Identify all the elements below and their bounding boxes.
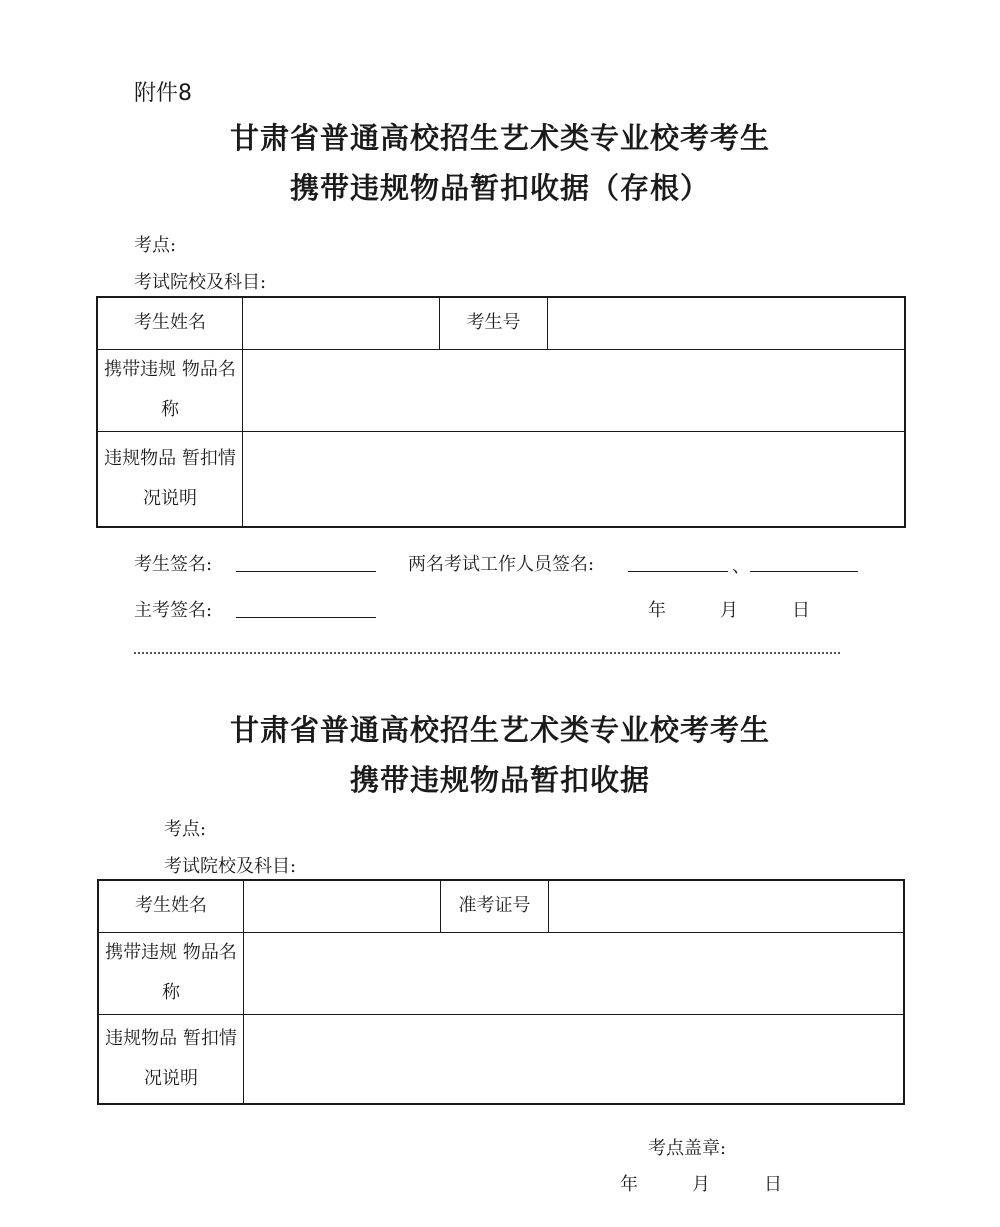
stub-school-subject-label: 考试院校及科目:	[134, 272, 267, 293]
receipt-item-label	[98, 932, 244, 1014]
stub-title-line1: 甘肃省普通高校招生艺术类专业校考考生	[229, 121, 770, 155]
tear-off-dotted-line	[134, 652, 840, 654]
receipt-id-label: 准考证号	[441, 880, 549, 932]
receipt-title-line2: 携带违规物品暂扣收据	[349, 763, 650, 797]
receipt-date-day: 日	[764, 1174, 782, 1195]
stub-desc-label-line1: 违规物品	[104, 447, 177, 469]
stub-candidate-sign-line[interactable]	[236, 551, 376, 572]
stub-date-month: 月	[720, 600, 738, 621]
stub-item-label-line1: 携带违规	[104, 359, 177, 380]
stub-chief-sign-line[interactable]	[236, 597, 376, 618]
receipt-desc-label-line1: 违规物品	[105, 1027, 178, 1049]
attachment-label: 附件8	[134, 81, 192, 106]
receipt-exam-site-label: 考点:	[164, 819, 207, 840]
receipt-name-label: 考生姓名	[98, 880, 244, 932]
stub-staff-sign-label: 两名考试工作人员签名:	[408, 554, 595, 575]
receipt-item-label-line1: 携带违规	[105, 942, 178, 963]
stub-staff-sign-separator: 、	[732, 556, 750, 577]
receipt-seal-label: 考点盖章:	[648, 1138, 727, 1159]
receipt-school-subject-label: 考试院校及科目:	[164, 856, 297, 877]
stub-item-label-line2: 物品名称	[161, 359, 236, 420]
receipt-date-year: 年	[620, 1174, 638, 1195]
receipt-desc-label-line2: 暂扣情况说明	[144, 1027, 237, 1089]
receipt-item-field[interactable]	[244, 932, 905, 1014]
stub-desc-field[interactable]	[243, 431, 906, 527]
stub-date-day: 日	[792, 600, 810, 621]
stub-staff-sign-line-1[interactable]	[628, 551, 728, 572]
receipt-desc-field[interactable]	[244, 1014, 905, 1104]
receipt-item-label-line2: 物品名称	[162, 942, 237, 1003]
stub-exam-site-label: 考点:	[134, 235, 177, 256]
stub-staff-sign-line-2[interactable]	[750, 551, 858, 572]
stub-chief-sign-label: 主考签名:	[134, 600, 213, 621]
stub-id-field[interactable]	[548, 297, 906, 349]
stub-desc-label-line2: 暂扣情况说明	[143, 447, 236, 509]
stub-date-year: 年	[648, 600, 666, 621]
receipt-name-field[interactable]	[244, 880, 441, 932]
receipt-date-month: 月	[692, 1174, 710, 1195]
receipt-id-field[interactable]	[549, 880, 905, 932]
stub-title-line2: 携带违规物品暂扣收据（存根）	[289, 171, 710, 205]
stub-name-field[interactable]	[243, 297, 440, 349]
stub-form-table	[96, 296, 906, 528]
stub-desc-label	[97, 431, 243, 527]
stub-id-label: 考生号	[440, 297, 548, 349]
stub-item-field[interactable]	[243, 349, 906, 431]
stub-item-label	[97, 349, 243, 431]
stub-name-label: 考生姓名	[97, 297, 243, 349]
receipt-form-table	[97, 879, 905, 1105]
receipt-desc-label	[98, 1014, 244, 1104]
receipt-title-line1: 甘肃省普通高校招生艺术类专业校考考生	[229, 713, 770, 747]
stub-candidate-sign-label: 考生签名:	[134, 554, 213, 575]
